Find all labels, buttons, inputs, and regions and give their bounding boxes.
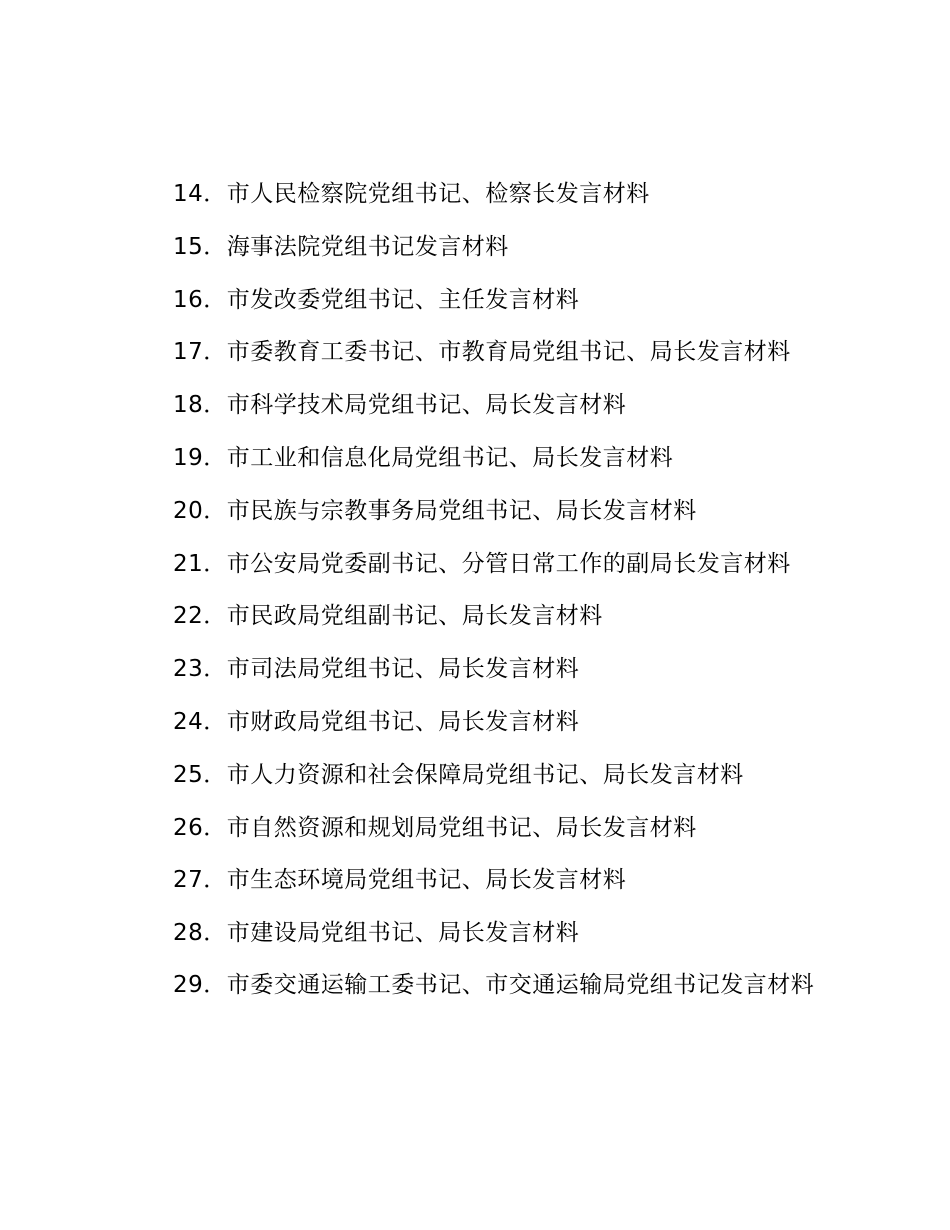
item-number: 25．: [173, 761, 227, 788]
item-number: 18．: [173, 392, 227, 419]
item-number: 17．: [173, 339, 227, 366]
list-item: [125, 379, 840, 432]
list-item: [125, 538, 840, 591]
list-item: [125, 168, 840, 221]
item-text: 海事法院党组书记发言材料: [226, 233, 509, 260]
item-text: 市人力资源和社会保障局党组书记、局长发言材料: [226, 761, 744, 788]
item-text: 市民政局党组副书记、局长发言材料: [226, 603, 603, 630]
item-text: 市委教育工委书记、市教育局党组书记、局长发言材料: [226, 339, 791, 366]
list-item: [125, 907, 840, 960]
item-number: 19．: [173, 444, 227, 471]
item-number: 20．: [173, 497, 227, 524]
item-text: 市自然资源和规划局党组书记、局长发言材料: [226, 814, 697, 841]
list-item: [125, 963, 840, 1008]
item-text: 市工业和信息化局党组书记、局长发言材料: [226, 444, 674, 471]
item-number: 15．: [173, 233, 227, 260]
item-text: 市科学技术局党组书记、局长发言材料: [226, 392, 627, 419]
item-text: 市委交通运输工委书记、市交通运输局党组书记发言材料: [226, 971, 815, 998]
item-text: 市生态环境局党组书记、局长发言材料: [226, 867, 627, 894]
list-item: [125, 221, 840, 274]
item-number: 21．: [173, 550, 227, 577]
item-number: 14．: [173, 181, 227, 207]
item-text: 市人民检察院党组书记、检察长发言材料: [226, 181, 650, 207]
document-list: [125, 168, 840, 1008]
list-item: [125, 432, 840, 485]
item-number: 16．: [173, 286, 227, 313]
list-item: [125, 749, 840, 802]
item-number: 28．: [173, 920, 227, 947]
list-item: [125, 802, 840, 855]
item-text: 市发改委党组书记、主任发言材料: [226, 286, 580, 313]
item-text: 市民族与宗教事务局党组书记、局长发言材料: [226, 497, 697, 524]
list-item: [125, 326, 840, 379]
item-text: 市建设局党组书记、局长发言材料: [226, 920, 580, 947]
item-number: 24．: [173, 708, 227, 735]
item-number: 23．: [173, 656, 227, 683]
item-text: 市公安局党委副书记、分管日常工作的副局长发言材料: [226, 550, 791, 577]
item-number: 29．: [173, 971, 227, 998]
list-item: [125, 274, 840, 327]
list-item: [125, 643, 840, 696]
list-item: [125, 485, 840, 538]
list-item: [125, 854, 840, 907]
list-item: [125, 696, 840, 749]
item-number: 27．: [173, 867, 227, 894]
item-number: 22．: [173, 603, 227, 630]
item-number: 26．: [173, 814, 227, 841]
item-text: 市司法局党组书记、局长发言材料: [226, 656, 580, 683]
item-text: 市财政局党组书记、局长发言材料: [226, 708, 580, 735]
list-item: [125, 590, 840, 643]
